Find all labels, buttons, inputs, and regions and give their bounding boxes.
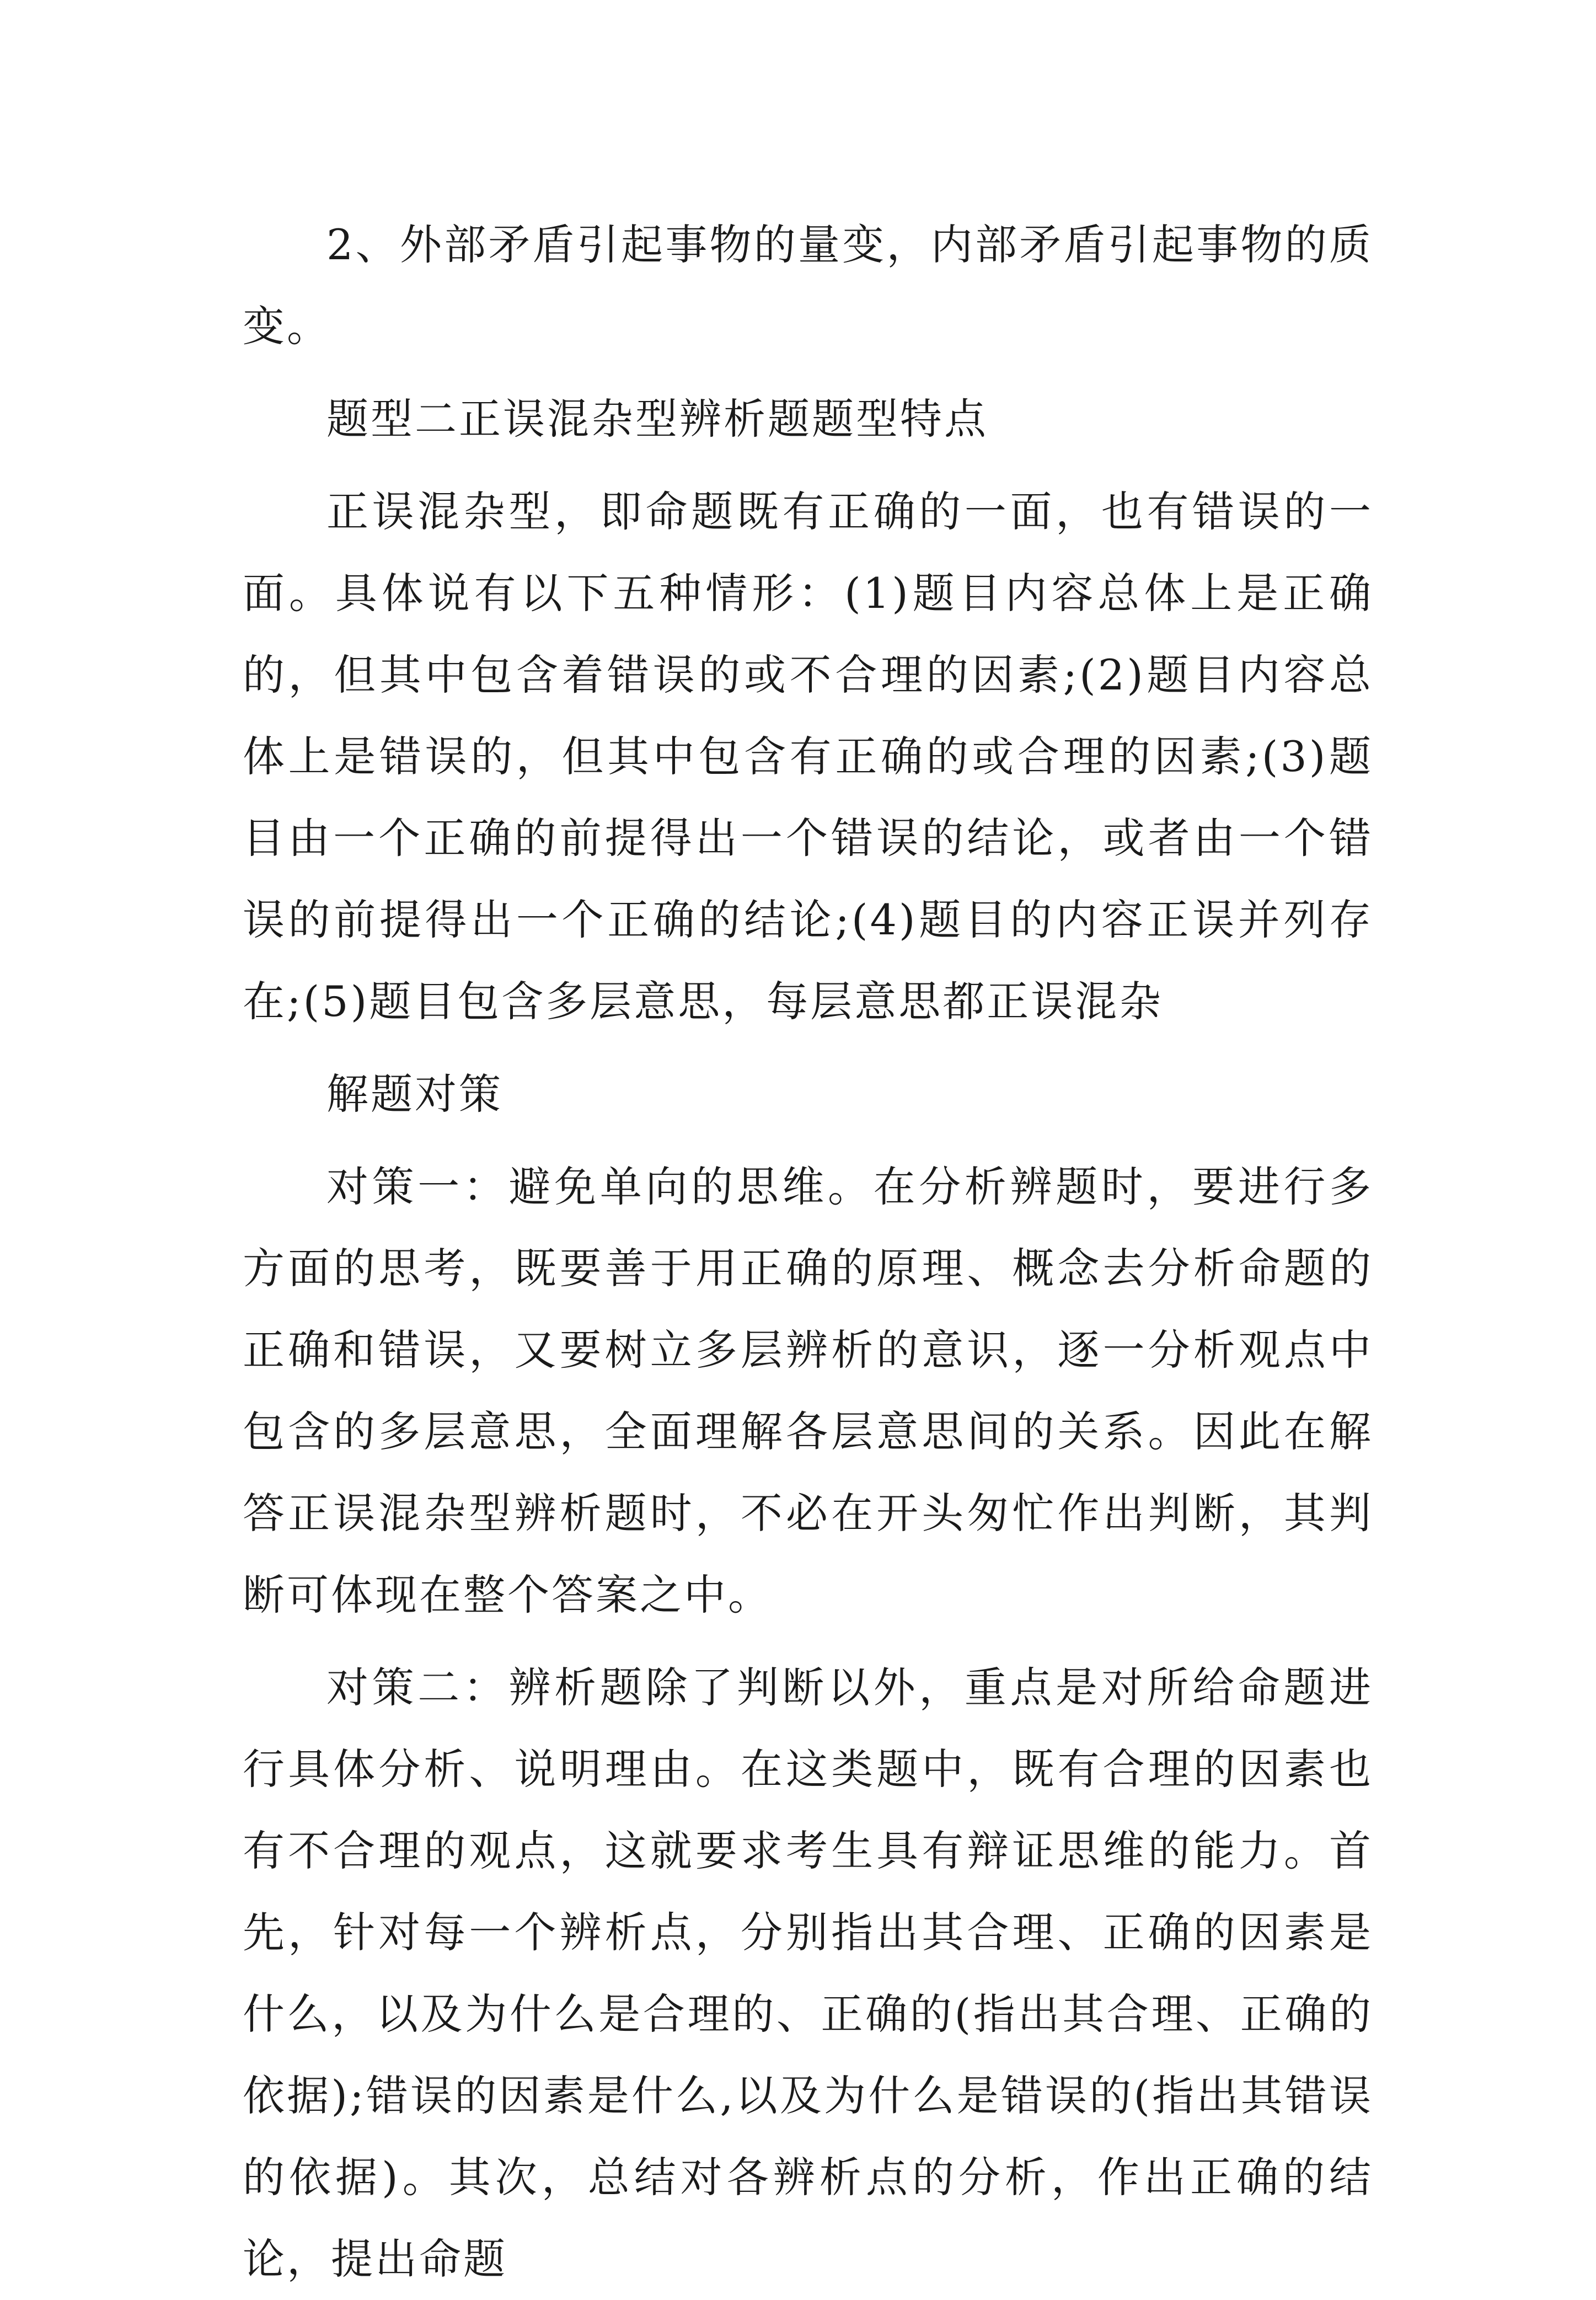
paragraph-mixed-type-description: 正误混杂型，即命题既有正确的一面，也有错误的一面。具体说有以下五种情形：(1)题目内容总体上是正确的，但其中包含着错误的或不合理的因素;(2)题目内容总体上是错误的，但其中包含有正确的或合理的因素;(3)题目由一个正确的前提得出一个错误的结论，或者由一个错误的前提得出一个正确的结论;(4)题目的内容正误并列存在;(5)题目包含多层意思，每层意思都正误混杂 xyxy=(243,487,1373,1026)
paragraph-strategy-one: 对策一：避免单向的思维。在分析辨题时，要进行多方面的思考，既要善于用正确的原理、概念去分析命题的正确和错误，又要树立多层辨析的意识，逐一分析观点中包含的多层意思，全面理解各层意思间的关系。因此在解答正误混杂型辨析题时，不必在开头匆忙作出判断，其判断可体现在整个答案之中。 xyxy=(243,1162,1373,1619)
paragraph-strategy-two: 对策二：辨析题除了判断以外，重点是对所给命题进行具体分析、说明理由。在这类题中，既有合理的因素也有不合理的观点，这就要求考生具有辩证思维的能力。首先，针对每一个辨析点，分别指出其合理、正确的因素是什么，以及为什么是合理的、正确的(指出其合理、正确的依据);错误的因素是什么,以及为什么是错误的(指出其错误的依据)。其次，总结对各辨析点的分析，作出正确的结论，提出命题 xyxy=(243,1663,1373,2283)
section-heading-solving-strategies: 解题对策 xyxy=(326,1069,503,1119)
section-heading-question-type-two: 题型二正误混杂型辨析题题型特点 xyxy=(326,394,988,443)
paragraph-quantitative-change: 2、外部矛盾引起事物的量变，内部矛盾引起事物的质变。 xyxy=(243,220,1373,351)
document-body xyxy=(243,204,1373,2300)
